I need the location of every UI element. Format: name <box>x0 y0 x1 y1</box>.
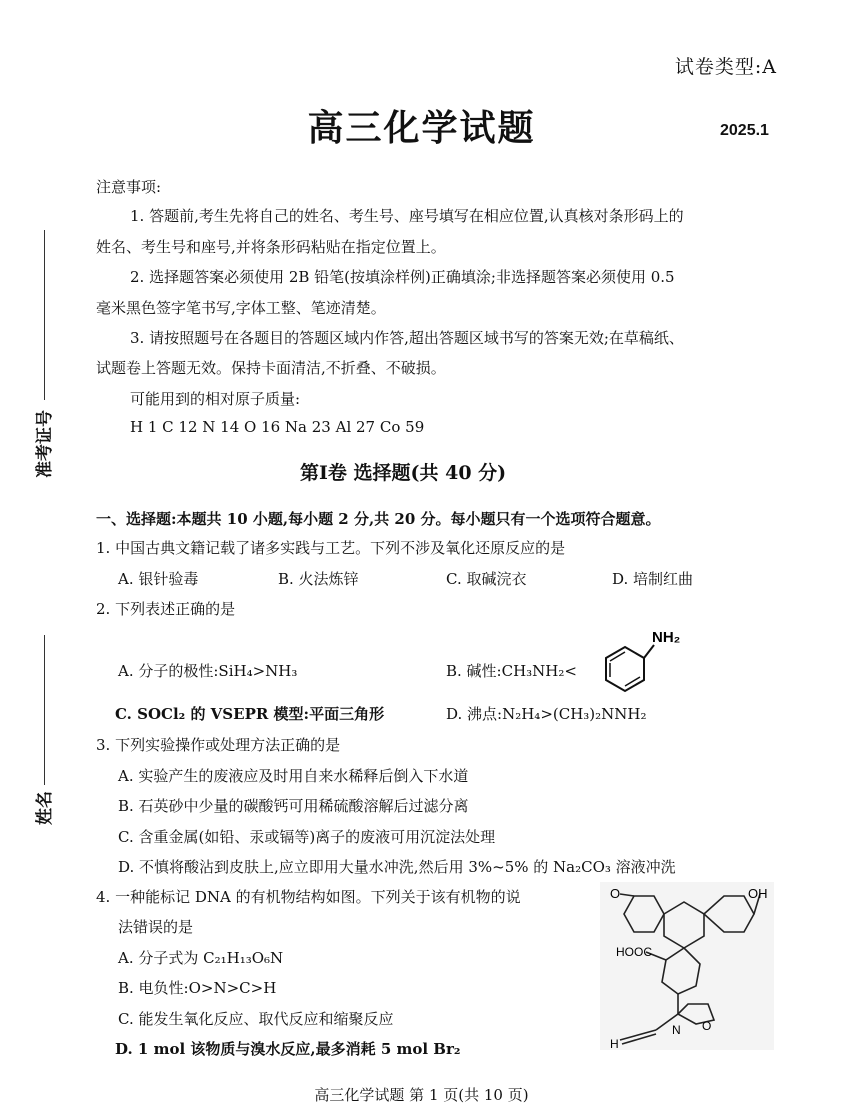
notice-item-1-line-2: 姓名、考生号和座号,并将条形码粘贴在指定位置上。 <box>96 238 446 256</box>
section-title: 第Ⅰ卷 选择题(共 40 分) <box>300 462 507 484</box>
q2-option-a: A. 分子的极性:SiH₄>NH₃ <box>118 662 298 680</box>
nh2-label: NH₂ <box>652 629 680 646</box>
q4-stem-line-2: 法错误的是 <box>118 918 194 936</box>
paper-type: 试卷类型:A <box>674 56 777 78</box>
exam-date: 2025.1 <box>720 122 769 139</box>
q1-option-a: A. 银针验毒 <box>118 570 199 588</box>
name-line <box>44 635 45 785</box>
q4-option-c: C. 能发生氧化反应、取代反应和缩聚反应 <box>118 1010 394 1028</box>
q3-stem: 3. 下列实验操作或处理方法正确的是 <box>96 736 341 754</box>
mol-hooc-label: HOOC <box>616 945 652 959</box>
q1-option-c: C. 取碱浣衣 <box>446 570 527 588</box>
q4-stem-line-1: 4. 一种能标记 DNA 的有机物结构如图。下列关于该有机物的说 <box>96 888 521 906</box>
q3-option-b: B. 石英砂中少量的碳酸钙可用稀硫酸溶解后过滤分离 <box>118 797 469 815</box>
mol-o2-label: O <box>702 1019 712 1033</box>
notice-item-2-line-2: 毫米黑色签字笔书写,字体工整、笔迹清楚。 <box>96 299 386 317</box>
q1-option-d: D. 培制红曲 <box>612 570 694 588</box>
name-label: 姓名 <box>35 791 55 825</box>
q2-stem: 2. 下列表述正确的是 <box>96 600 236 618</box>
notice-heading: 注意事项: <box>96 178 162 196</box>
mol-n-label: N <box>672 1023 681 1037</box>
page-footer: 高三化学试题 第 1 页(共 10 页) <box>314 1086 529 1104</box>
atomic-mass-heading: 可能用到的相对原子质量: <box>130 390 301 408</box>
q2-option-d: D. 沸点:N₂H₄>(CH₃)₂NNH₂ <box>446 705 647 723</box>
section-instruction: 一、选择题:本题共 10 小题,每小题 2 分,共 20 分。每小题只有一个选项符合题意。 <box>96 510 661 528</box>
q4-option-b: B. 电负性:O>N>C>H <box>118 979 277 997</box>
atomic-mass-values: H 1 C 12 N 14 O 16 Na 23 Al 27 Co 59 <box>130 418 425 436</box>
q2-option-b: B. 碱性:CH₃NH₂< <box>446 662 577 680</box>
mol-o-label: O <box>610 886 621 901</box>
fluorescein-structure <box>596 880 776 1052</box>
q3-option-c: C. 含重金属(如铅、汞或镉等)离子的废液可用沉淀法处理 <box>118 828 496 846</box>
q4-option-a: A. 分子式为 C₂₁H₁₃O₆N <box>118 949 284 967</box>
q2-option-c: C. SOCl₂ 的 VSEPR 模型:平面三角形 <box>115 705 385 723</box>
mol-h-label: H <box>610 1037 619 1051</box>
q1-option-b: B. 火法炼锌 <box>278 570 359 588</box>
q3-option-a: A. 实验产生的废液应及时用自来水稀释后倒入下水道 <box>118 767 469 785</box>
notice-item-2-line-1: 2. 选择题答案必须使用 2B 铅笔(按填涂样例)正确填涂;非选择题答案必须使用 0.5 <box>130 268 675 286</box>
notice-item-3-line-1: 3. 请按照题号在各题目的答题区域内作答,超出答题区域书写的答案无效;在草稿纸、 <box>130 329 684 347</box>
q1-stem: 1. 中国古典文籍记载了诸多实践与工艺。下列不涉及氧化还原反应的是 <box>96 539 566 557</box>
exam-id-line <box>44 230 45 400</box>
aniline-structure <box>590 625 680 710</box>
page-title: 高三化学试题 <box>307 107 536 149</box>
exam-id-label: 准考证号 <box>35 410 55 478</box>
q4-option-d: D. 1 mol 该物质与溴水反应,最多消耗 5 mol Br₂ <box>115 1040 461 1058</box>
q3-option-d: D. 不慎将酸沾到皮肤上,应立即用大量水冲洗,然后用 3%~5% 的 Na₂CO₃ 溶液冲洗 <box>118 858 676 876</box>
notice-item-3-line-2: 试题卷上答题无效。保持卡面清洁,不折叠、不破损。 <box>96 359 446 377</box>
notice-item-1-line-1: 1. 答题前,考生先将自己的姓名、考生号、座号填写在相应位置,认真核对条形码上的 <box>130 207 684 225</box>
mol-oh-label: OH <box>748 886 768 901</box>
